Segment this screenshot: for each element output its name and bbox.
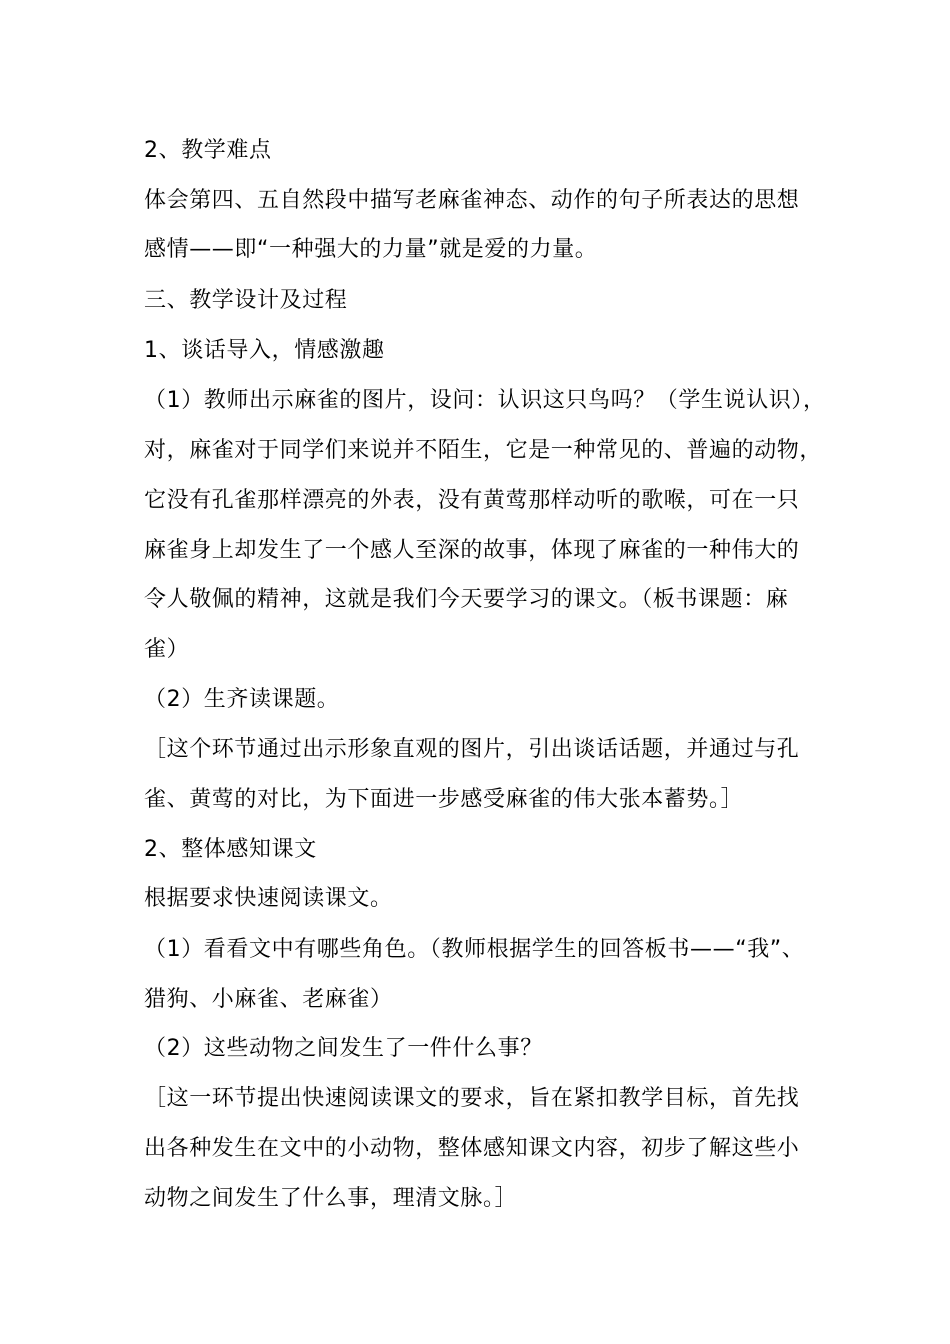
paragraph-line: 体会第四、五自然段中描写老麻雀神态、动作的句子所表达的思想 <box>144 188 800 213</box>
paragraph-line: （2）生齐读课题。 <box>144 687 340 712</box>
paragraph-line: 令人敬佩的精神，这就是我们今天要学习的课文。（板书课题：麻 <box>144 587 789 612</box>
paragraph-line: 根据要求快速阅读课文。 <box>144 886 393 911</box>
subheading-intro: 1、谈话导入，情感激趣 <box>144 338 385 363</box>
paragraph-line: 它没有孔雀那样漂亮的外表，没有黄莺那样动听的歌喉，可在一只 <box>144 488 800 513</box>
paragraph-line: 感情——即“一种强大的力量”就是爱的力量。 <box>144 237 598 262</box>
paragraph-line: 动物之间发生了什么事，理清文脉。］ <box>144 1186 518 1211</box>
heading-teaching-difficulty: 2、教学难点 <box>144 138 272 163</box>
paragraph-line: 雀、黄莺的对比，为下面进一步感受麻雀的伟大张本蓄势。］ <box>144 787 744 812</box>
paragraph-line: 出各种发生在文中的小动物，整体感知课文内容，初步了解这些小 <box>144 1136 800 1161</box>
section-heading-design: 三、教学设计及过程 <box>144 288 348 313</box>
paragraph-line: 雀） <box>144 637 190 662</box>
paragraph-line: （1）看看文中有哪些角色。（教师根据学生的回答板书——“我”、 <box>144 937 805 962</box>
paragraph-line: ［这个环节通过出示形象直观的图片，引出谈话话题，并通过与孔 <box>144 737 800 762</box>
paragraph-line: 对，麻雀对于同学们来说并不陌生，它是一种常见的、普遍的动物， <box>144 438 823 463</box>
paragraph-line: 猎狗、小麻雀、老麻雀） <box>144 987 393 1012</box>
paragraph-line: ［这一环节提出快速阅读课文的要求，旨在紧扣教学目标，首先找 <box>144 1086 800 1111</box>
subheading-overall: 2、整体感知课文 <box>144 837 317 862</box>
paragraph-line: （1）教师出示麻雀的图片，设问：认识这只鸟吗？（学生说认识）， <box>144 388 826 413</box>
paragraph-line: （2）这些动物之间发生了一件什么事？ <box>144 1036 543 1061</box>
paragraph-line: 麻雀身上却发生了一个感人至深的故事，体现了麻雀的一种伟大的 <box>144 538 800 563</box>
